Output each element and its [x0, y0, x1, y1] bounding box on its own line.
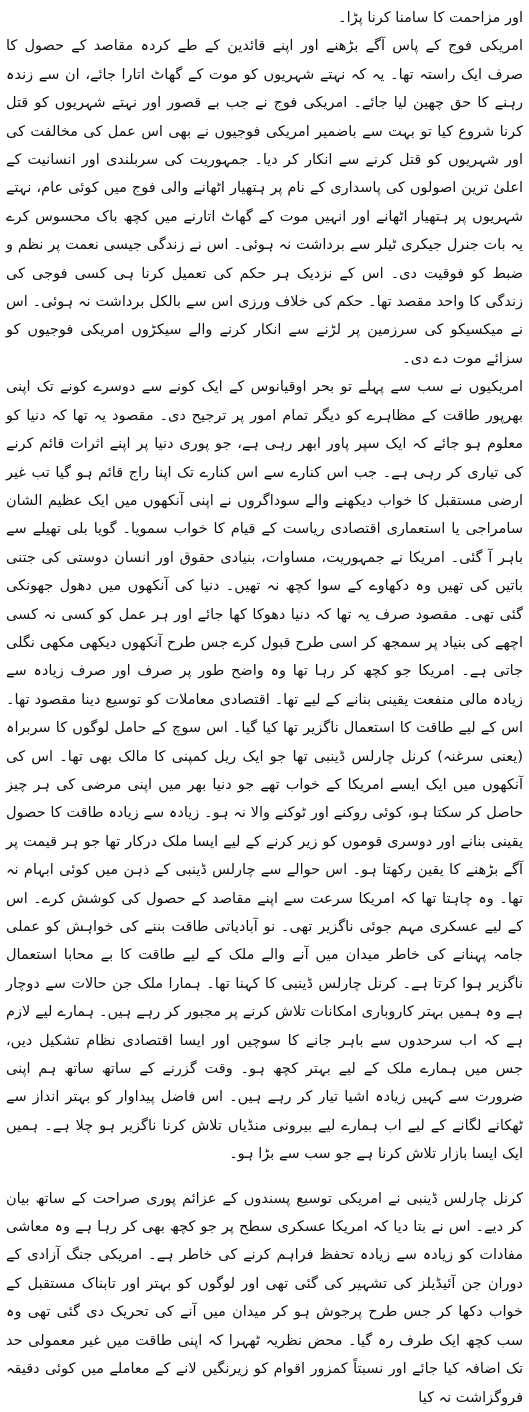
paragraph-3: کرنل چارلس ڈینبی نے امریکی توسیع پسندوں کے عزائم پوری صراحت کے ساتھ بیان کر دیے۔ اس نے بتا دیا کہ امریکا عسکری سطح پر جو کچھ بھی کر رہا ہے وہ معاشی مفادات کو زیادہ سے زیادہ تحفظ فراہم کرنے کی خاطر ہے۔ امریکی جنگ آزادی کے دوران جن آئیڈیلز کی تشہیر کی گئی تھی اور لوگوں کو بہتر اور تابناک مستقبل کے خواب دکھا کر جس طرح پرجوش ہو کر میدان میں آنے کی تحریک دی گئی تھی وہ سب کچھ ایک طرف رہ گیا۔ محض نظریہ ٹھہرا کہ اپنی طاقت میں غیر معمولی حد تک اضافہ کیا جائے اور نسبتاً کمزور اقوام کو زیرنگیں لانے کے معاملے میں کوئی دقیقہ فروگزاشت نہ کیا	[6, 1190, 523, 1406]
paragraph-1: امریکی فوج کے پاس آگے بڑھنے اور اپنے قائدین کے طے کردہ مقاصد کے حصول کا صرف ایک راستہ تھا۔ یہ کہ نہتے شہریوں کو موت کے گھاٹ اتارا جائے، ان سے زندہ رہنے کا حق چھین لیا جائے۔ امریکی فوج نے جب بے قصور اور نہتے شہریوں کو قتل کرنا شروع کیا تو بہت سے باضمیر امریکی فوجیوں نے بھی اس عمل کی مخالفت کی اور شہریوں کو قتل کرنے سے انکار کر دیا۔ جمہوریت کی سربلندی اور انسانیت کے اعلیٰ ترین اصولوں کی پاسداری کے نام پر ہتھیار اٹھانے والی فوج میں کوئی عام، نہتے شہریوں پر ہتھیار اٹھانے اور انہیں موت کے گھاٹ اتارنے میں کچھ باک محسوس کرے یہ بات جنرل جیکری ٹیلر سے برداشت نہ ہوئی۔ اس نے زندگی جیسی نعمت پر نظم و ضبط کو فوقیت دی۔ اس کے نزدیک ہر حکم کی تعمیل کرنا ہی کسی فوجی کی زندگی کا واحد مقصد تھا۔ حکم کی خلاف ورزی اس سے بالکل برداشت نہ ہوئی۔ اس نے میکسیکو کی سرزمین پر لڑنے سے انکار کرنے والے سیکڑوں امریکی فوجیوں کو سزائے موت دے دی۔	[6, 38, 523, 367]
opening-line: اور مزاحمت کا سامنا کرنا پڑا۔	[338, 10, 523, 26]
paragraph-2: امریکیوں نے سب سے پہلے تو بحر اوقیانوس کے ایک کونے سے دوسرے کونے تک اپنی بھرپور طاقت کے مظاہرے کو دیگر تمام امور پر ترجیح دی۔ مقصود یہ تھا کہ دنیا کو معلوم ہو جائے کہ ایک سپر پاور ابھر رہی ہے، جو پوری دنیا پر اپنے اثرات قائم کرنے کی تیاری کر رہی ہے۔ جب اس کنارے سے اس کنارے تک اپنا راج قائم ہو گیا تب غیر ارضی مستقبل کا خواب دیکھنے والے سوداگروں نے اپنی آنکھوں میں ایک عظیم الشان سامراجی یا استعماری اقتصادی ریاست کے قیام کا خواب سمویا۔ گویا بلی تھیلے سے باہر آ گئی۔ امریکا نے جمہوریت، مساوات، بنیادی حقوق اور انسان دوستی کی جتنی باتیں کی تھیں وہ دکھاوے کے سوا کچھ نہ تھیں۔ دنیا کی آنکھوں میں دھول جھونکی گئی تھی۔ مقصود صرف یہ تھا کہ دنیا دھوکا کھا جائے اور ہر عمل کو کسی نہ کسی اچھے کی بنیاد پر سمجھ کر اسی طرح قبول کرے جس طرح آنکھوں دیکھی مکھی نگلی جاتی ہے۔ امریکا جو کچھ کر رہا تھا وہ واضح طور پر صرف اور صرف زیادہ سے زیادہ مالی منفعت یقینی بنانے کے لیے تھا۔ اقتصادی معاملات کو توسیع دینا مقصود تھا۔ اس کے لیے طاقت کا استعمال ناگزیر تھا کیا گیا۔ اس سوچ کے حامل لوگوں کا سربراہ (یعنی سرغنہ) کرنل چارلس ڈینبی تھا جو ایک ریل کمپنی کا مالک بھی تھا۔ اس کی آنکھوں میں ایک ایسے امریکا کے خواب تھے جو دنیا بھر میں اپنی مرضی کی ہر چیز حاصل کر سکتا ہو، کوئی روکنے اور ٹوکنے والا نہ ہو۔ زیادہ سے زیادہ طاقت کا حصول یقینی بنانے اور دوسری قوموں کو زیر کرنے کے لیے ایسا ملک درکار تھا جو ہر قیمت پر آگے بڑھنے کا یقین رکھتا ہو۔ اس حوالے سے چارلس ڈینبی کے ذہن میں کوئی ابہام نہ تھا۔ وہ چاہتا تھا کہ امریکا سرعت سے اپنے مقاصد کے حصول کی کوشش کرے۔ اس کے لیے عسکری مہم جوئی ناگزیر تھی۔ نو آبادیاتی طاقت بننے کی خواہش کو عملی جامہ پہنانے کی خاطر میدان میں آنے والے ملک کے لیے طاقت کا بے محابا استعمال ناگزیر ہوا کرتا ہے۔ کرنل چارلس ڈینبی کا کہنا تھا۔ ہمارا ملک جن حالات سے دوچار ہے وہ ہمیں بہتر کاروباری امکانات تلاش کرنے پر مجبور کر رہے ہیں۔ ہمارے لیے لازم ہے کہ اب سرحدوں سے باہر جانے کا سوچیں اور ایسا اقتصادی نظام تشکیل دیں، جس میں ہمارے ملک کے لیے بہتر کچھ ہو۔ وقت گزرنے کے ساتھ ساتھ ہم اپنی ضرورت سے کہیں زیادہ اشیا تیار کر رہے ہیں۔ اس فاضل پیداوار کو بہتر انداز سے ٹھکانے لگانے کے لیے اب ہمارے لیے بیرونی منڈیاں تلاش کرنا ناگزیر ہو چلا ہے۔ ہمیں ایک ایسا بازار تلاش کرنا ہے جو سب سے بڑا ہو۔	[6, 379, 523, 1163]
